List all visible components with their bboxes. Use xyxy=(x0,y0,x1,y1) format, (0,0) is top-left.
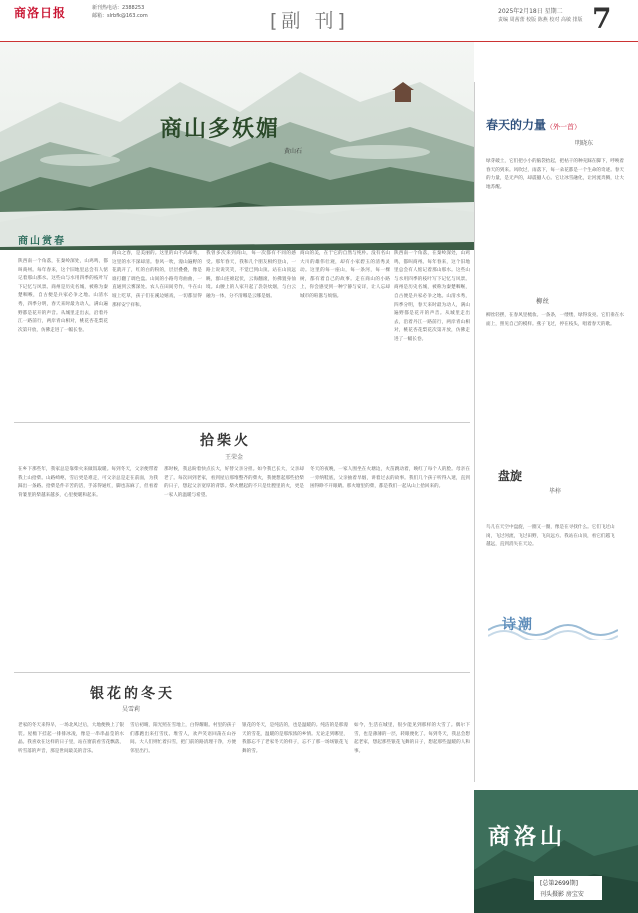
section-title: [副 刊] xyxy=(270,10,349,32)
poem-text: 鸟儿在天空中盘旋，一圈又一圈，像是在寻找什么。它们飞过山岗，飞过河流，飞过田野，飞向远方。我站在山顶，看它们越飞越远，直到消失在天边。 xyxy=(486,525,615,548)
story-author: 王荣金 xyxy=(225,454,244,461)
right-poem-text-2: 柳丝轻摆，在春风里梳妆。一条条，一缕缕，绿得发亮。它们垂在水面上，照见自己的模样。燕子飞过，停在枝头，唱着春天的歌。 xyxy=(486,313,624,327)
landscape-photo xyxy=(0,42,474,250)
right-poem-title xyxy=(486,116,581,133)
bottom-col1: 老家的冬天来得早，一场北风过后，大地便换上了银装。屋檐下挂起一排排冰凌，像是一串串晶莹的水晶。我喜欢在这样的日子里，站在窗前看雪花飘落，听雪落的声音，那是世间最美的音乐。 xyxy=(18,723,124,754)
main-article-col5: 陕西南一个角落，在秦岭深处，山鸡鸣，都叫商州。每年春来，这个旧地里总会有人惦记着那山那水。这些山与水用四季的枝叶写下记忆与风景。商州是历史名城，被称为秦楚咽喉，自古便是兵家必争之地。山清水秀，四季分明，春天来时最为动人，满山遍野都是花开的声音。从城里走出去，沿着丹江一路前行，两岸青山相对，桃花杏花梨花次第开放，仿佛走进了一幅长卷。 xyxy=(394,251,470,342)
page-number: 7 xyxy=(592,2,612,35)
story-col3: 冬天的夜晚，一家人围坐在火塘边，火苗跳动着，映红了每个人的脸。母亲在一旁纳鞋底，父亲抽着旱烟，讲着过去的故事。我们几个孩子听得入迷，直到困得睁不开眼睛。那火塘里的柴，都是我们一起从山上拾回来的。 xyxy=(310,467,470,490)
bottom-col4: 如今，生活在城里，很少能见到那样的大雪了。偶尔下雪，也是薄薄的一层，转眼便化了。每到冬天，我总会想起老家，想起那些银花飞舞的日子，想起那些温暖的人和事。 xyxy=(354,723,470,754)
right-poem-author: 明晓东 xyxy=(575,140,594,147)
right-poem-title-suffix: （外一首） xyxy=(546,123,582,131)
newspaper-logo: 商洛日报 xyxy=(14,6,67,20)
poem-author: 毕梓 xyxy=(549,488,562,495)
staff-credits: 责编 周茜蕾 校版 陈燕 校对 高敏 排版 xyxy=(498,17,583,23)
bottom-story-author: 吴雪莉 xyxy=(122,706,141,713)
bottom-story-title: 银花的冬天 xyxy=(90,686,175,702)
email-text: 邮箱：slrbfk@163.com xyxy=(92,13,148,19)
hotline-text: 新刊热电话：2388253 xyxy=(92,5,145,11)
divider xyxy=(14,422,470,423)
main-article-col3: 我曾多次来到商山，每一次都有不同的感受。那年春天，我和几个朋友相约登山，一路上说说笑笑，不觉已到山顶。站在山顶远眺，群山连绵起伏，云海翻滚，仿佛置身仙境。山腰上的人家升起了袅袅炊烟，与白云融为一体，分不清哪是云哪是烟。 xyxy=(206,251,296,299)
column-divider xyxy=(474,82,475,782)
story-col1: 在乡下那些年，我家总是靠柴火来做饭取暖。每到冬天，父亲便带着我上山拾柴。山路崎岖，雪后更是难走，可父亲总是走在前面，为我踩出一条路。拾柴是件辛苦的活，手冻得通红，脚也冻麻了，但看着背篓里的柴越来越多，心里便暖和起来。 xyxy=(18,467,158,498)
column-label: 商山赏春 xyxy=(18,236,66,247)
story-col2: 那时候，我总盼着快点长大，好替父亲分担。如今我已长大，父亲却老了。每次回到老家，看到屋后那堆整齐的柴火，我便想起那些拾柴的日子，想起父亲宽厚的背影。柴火燃起的不只是灶膛里的火，更是一家人的温暖与希望。 xyxy=(164,467,304,498)
feature-author: 黄山石 xyxy=(284,148,303,155)
bottom-col2: 雪后初晴，阳光照在雪地上，白得耀眼。村里的孩子们都跑出来打雪仗、堆雪人，欢声笑语回荡在山谷间。大人们则忙着扫雪，把门前的路清理干净，方便邻里出行。 xyxy=(130,723,236,754)
ad-title: 商洛山 xyxy=(488,824,567,850)
main-article-col4: 商山的美，在于它的自然与纯朴。没有名山大川的雄伟壮观，却有小家碧玉的清秀灵动。这里的每一座山，每一条河，每一棵树，都有着自己的故事。走在商山的小路上，你会感受到一种宁静与安详，让人忘却城市的喧嚣与烦恼。 xyxy=(300,251,390,299)
divider xyxy=(14,672,470,673)
right-poem-title-text: 春天的力量 xyxy=(486,118,547,132)
page-header xyxy=(0,0,638,42)
header-contacts xyxy=(92,4,148,20)
bottom-col3: 银花的冬天，是纯洁的，也是温暖的。纯洁的是那漫天的雪花，温暖的是那浓浓的乡情。无论走到哪里，我都忘不了老家冬天的样子，忘不了那一场场银花飞舞的雪。 xyxy=(242,723,348,754)
story-title: 拾柴火 xyxy=(200,433,251,449)
feature-title: 商山多妖媚 xyxy=(160,116,281,142)
mountain-landscape-icon xyxy=(0,42,474,250)
ad-issue-number: [总第2699期] xyxy=(540,880,578,887)
poem-title: 盘旋 xyxy=(498,469,523,483)
right-poem-text: 绿芽破土，它们把小小的脑袋抬起，把枯干的种壳踩在脚下，呼唤着春天的到来。风吹过，雨落下，每一朵花都是一个生命的奇迹。春天的力量，是无声的，却震撼人心。它让冰雪融化，让河流奔腾，让大地苏醒。 xyxy=(486,159,624,190)
main-article-col1: 陕西南一个角落，在秦岭深处，山鸡鸣，都叫商州。每年春来，这个旧地里总会有人惦记着那山那水。这些山与水用四季的枝叶写下记忆与风景。商州是历史名城，被称为秦楚咽喉，自古便是兵家必争之地。山清水秀，四季分明，春天来时最为动人，满山遍野都是花开的声音。从城里走出去，沿着丹江一路前行，两岸青山相对，桃花杏花梨花次第开放，仿佛走进了一幅长卷。 xyxy=(18,259,108,333)
ad-photo-credit: 刊头摄影 房宝安 xyxy=(540,891,584,898)
right-subhead-1: 柳丝 xyxy=(536,297,549,305)
main-article-col2: 商山之春，是美丽的。这里的山不高却秀，这里的水不深却清。春风一吹，漫山遍野的花就开了，红的白的粉的，层层叠叠，像是谁打翻了调色盘。山间的小路弯弯曲曲，一直通到云雾深处。农人在田间劳作，牛在山坡上吃草，孩子们在溪边嬉戏，一切都显得那样安宁祥和。 xyxy=(112,251,202,308)
shichao-label: 诗潮 xyxy=(502,617,534,633)
issue-date: 2025年2月18日 星期二 xyxy=(498,8,563,15)
